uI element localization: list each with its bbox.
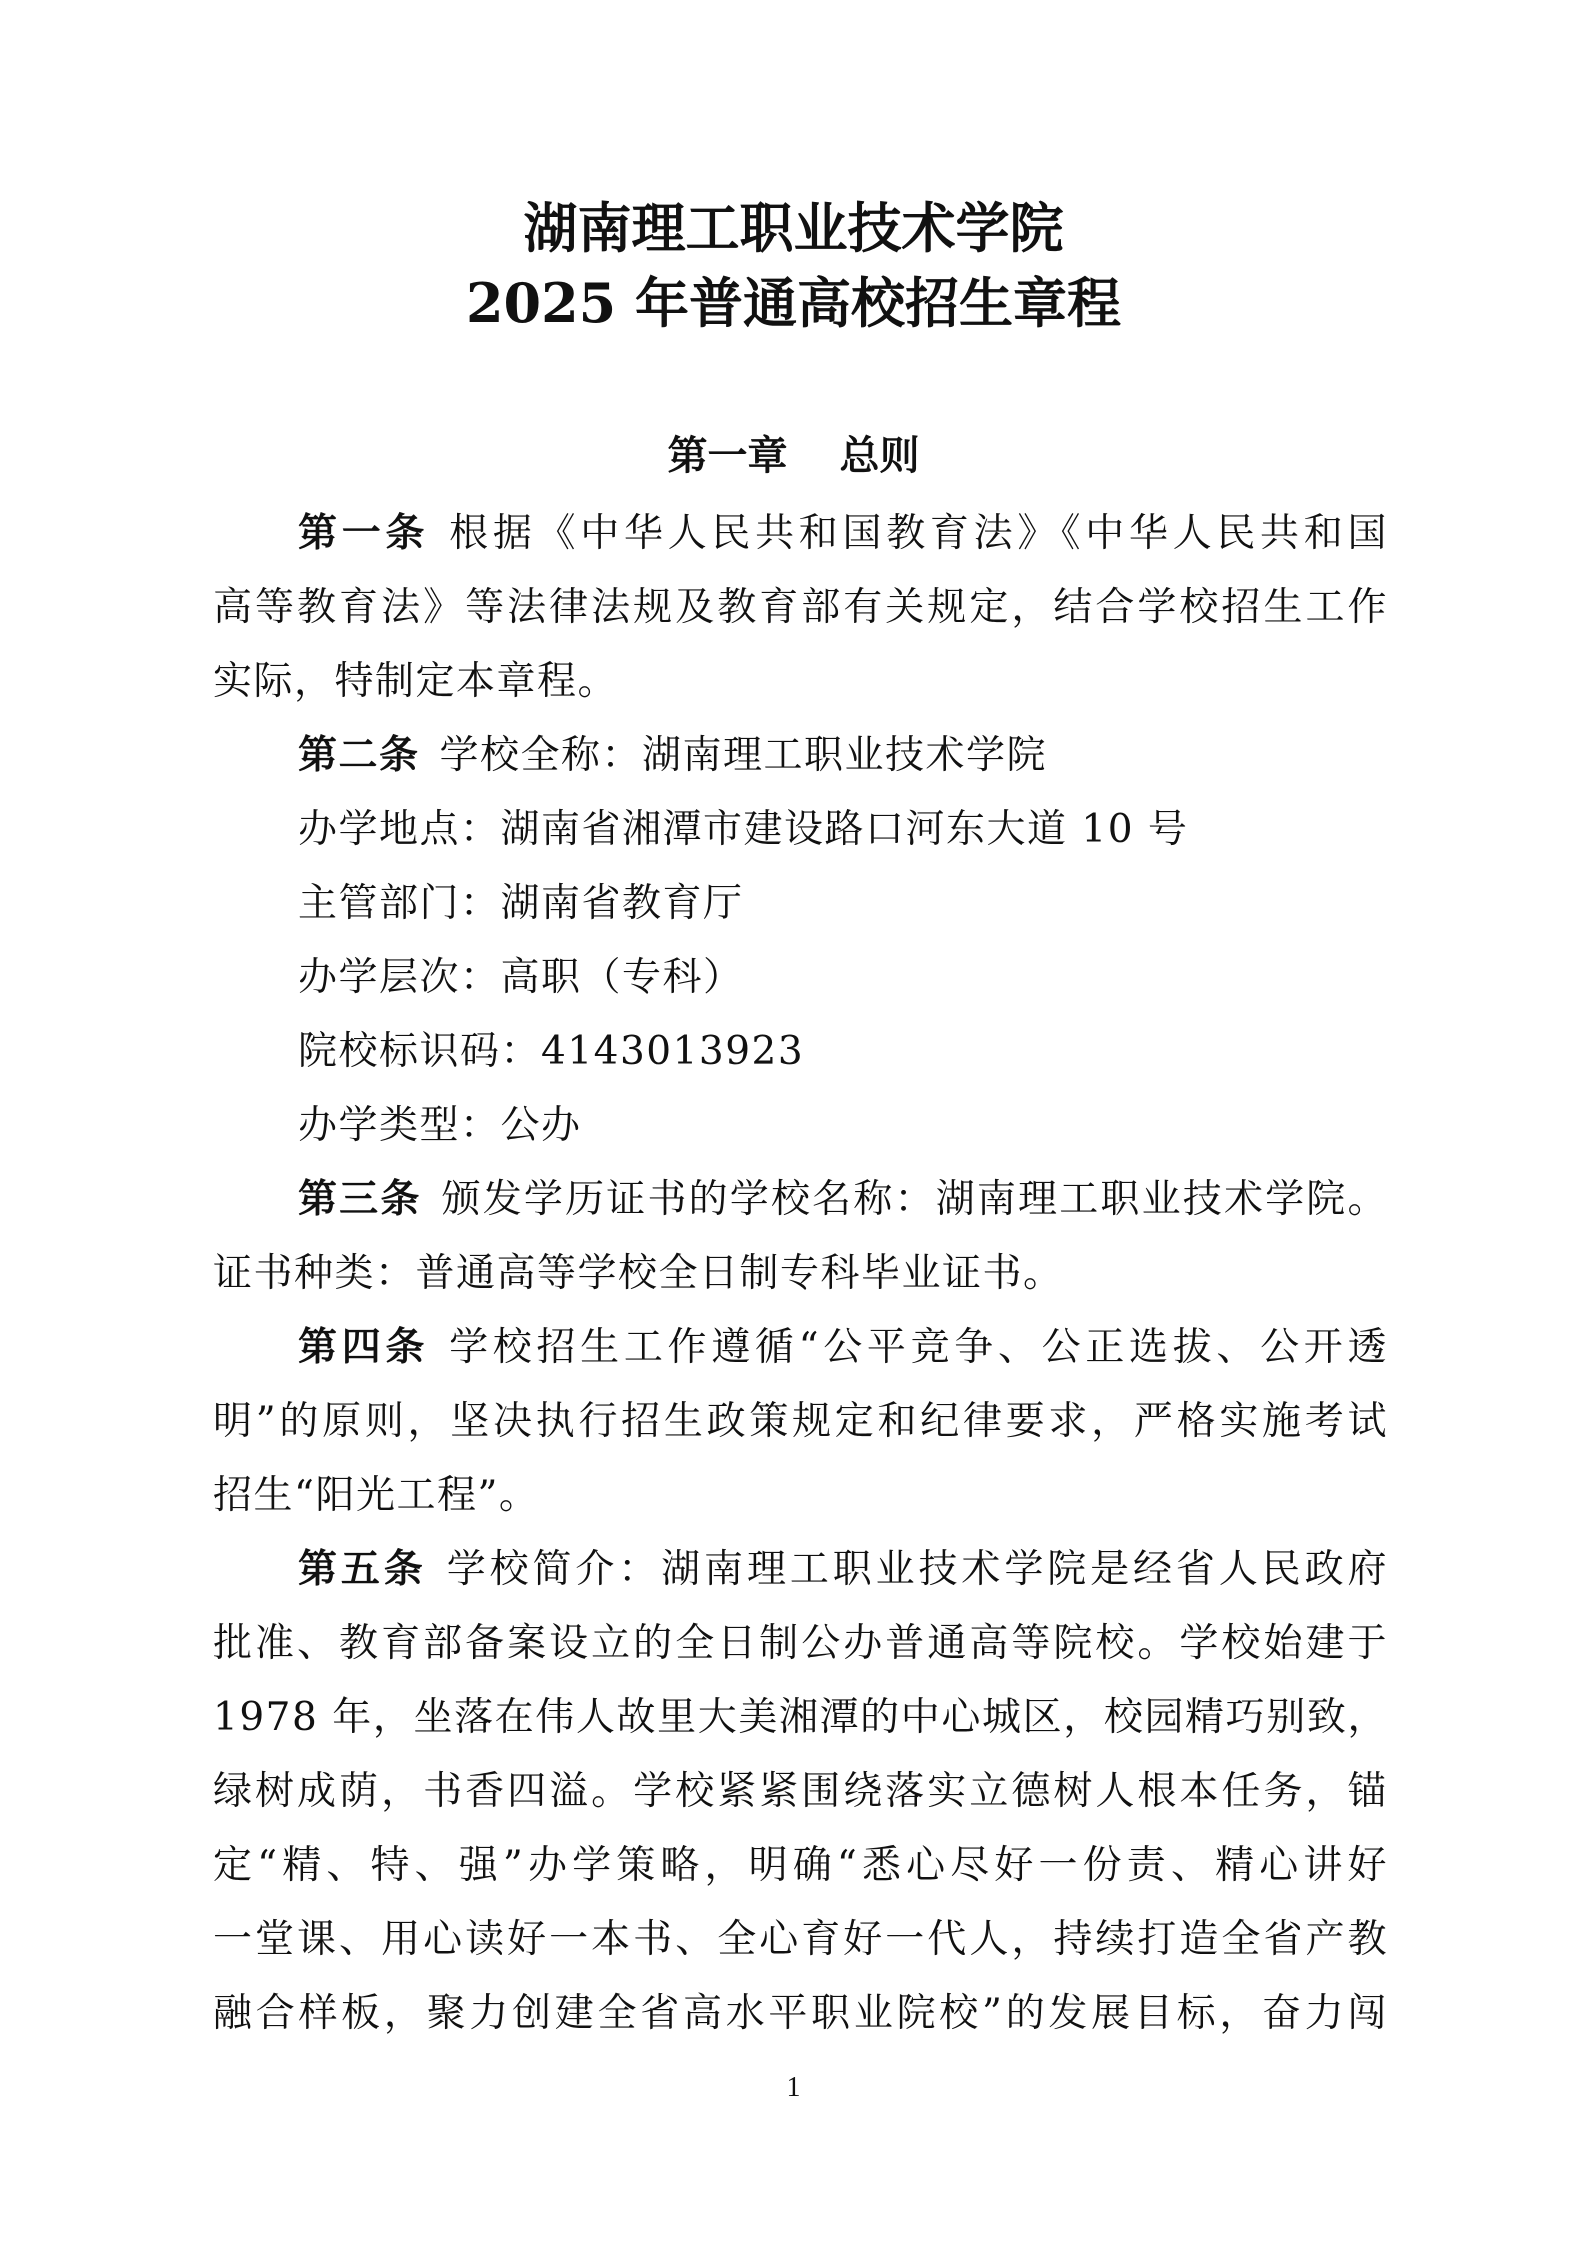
article-1-label: 第一条 <box>298 511 430 556</box>
article-2-line-1 <box>298 728 1388 784</box>
page-number: 1 <box>786 2072 801 2103</box>
article-3-label: 第三条 <box>298 1177 422 1222</box>
article-4-text-1: 学校招生工作遵循“公平竞争、公正选拔、公开透 <box>449 1325 1388 1370</box>
article-5-line-4: 绿树成荫，书香四溢。学校紧紧围绕落实立德树人根本任务，锚 <box>213 1769 1388 1814</box>
article-2-full-name: 学校全称：湖南理工职业技术学院 <box>439 733 1048 778</box>
article-3-line-1 <box>298 1172 1388 1228</box>
article-4-label: 第四条 <box>298 1325 430 1370</box>
article-2-address: 办学地点：湖南省湘潭市建设路口河东大道 10 号 <box>298 807 1189 852</box>
article-5-text-1: 学校简介：湖南理工职业技术学院是经省人民政府 <box>446 1547 1388 1592</box>
article-1-line-1 <box>298 506 1388 562</box>
article-5-line-2: 批准、教育部备案设立的全日制公办普通高等院校。学校始建于 <box>213 1621 1388 1666</box>
article-1-line-2: 高等教育法》等法律法规及教育部有关规定，结合学校招生工作 <box>213 585 1388 630</box>
article-4-line-2: 明”的原则，坚决执行招生政策规定和纪律要求，严格实施考试 <box>213 1399 1388 1444</box>
article-5-line-7: 融合样板，聚力创建全省高水平职业院校”的发展目标，奋力闯 <box>213 1991 1388 2036</box>
article-3-text-1: 颁发学历证书的学校名称：湖南理工职业技术学院。 <box>441 1177 1388 1222</box>
article-1-line-3: 实际，特制定本章程。 <box>213 659 619 704</box>
article-2-level: 办学层次：高职（专科） <box>298 955 744 1000</box>
article-5-line-5: 定“精、特、强”办学策略，明确“悉心尽好一份责、精心讲好 <box>213 1843 1388 1888</box>
article-4-line-1 <box>298 1320 1388 1376</box>
article-2-label: 第二条 <box>298 733 420 778</box>
article-5-line-3: 1978 年，坐落在伟人故里大美湘潭的中心城区，校园精巧别致， <box>213 1695 1388 1740</box>
article-2-type: 办学类型：公办 <box>298 1103 582 1148</box>
article-5-line-6: 一堂课、用心读好一本书、全心育好一代人，持续打造全省产教 <box>213 1917 1388 1962</box>
chapter-name: 总则 <box>839 433 920 479</box>
article-4-line-3: 招生“阳光工程”。 <box>213 1473 540 1518</box>
chapter-heading <box>0 428 1587 484</box>
article-5-line-1 <box>298 1542 1388 1598</box>
article-1-text-1: 根据《中华人民共和国教育法》《中华人民共和国 <box>449 511 1388 556</box>
article-5-label: 第五条 <box>298 1547 427 1592</box>
document-title-line-1: 湖南理工职业技术学院 <box>523 196 1064 260</box>
document-title-line-2: 2025 年普通高校招生章程 <box>465 271 1122 335</box>
article-2-department: 主管部门：湖南省教育厅 <box>298 881 744 926</box>
article-3-line-2: 证书种类：普通高等学校全日制专科毕业证书。 <box>213 1251 1064 1296</box>
article-2-code: 院校标识码：4143013923 <box>298 1029 805 1074</box>
chapter-number: 第一章 <box>667 433 788 479</box>
